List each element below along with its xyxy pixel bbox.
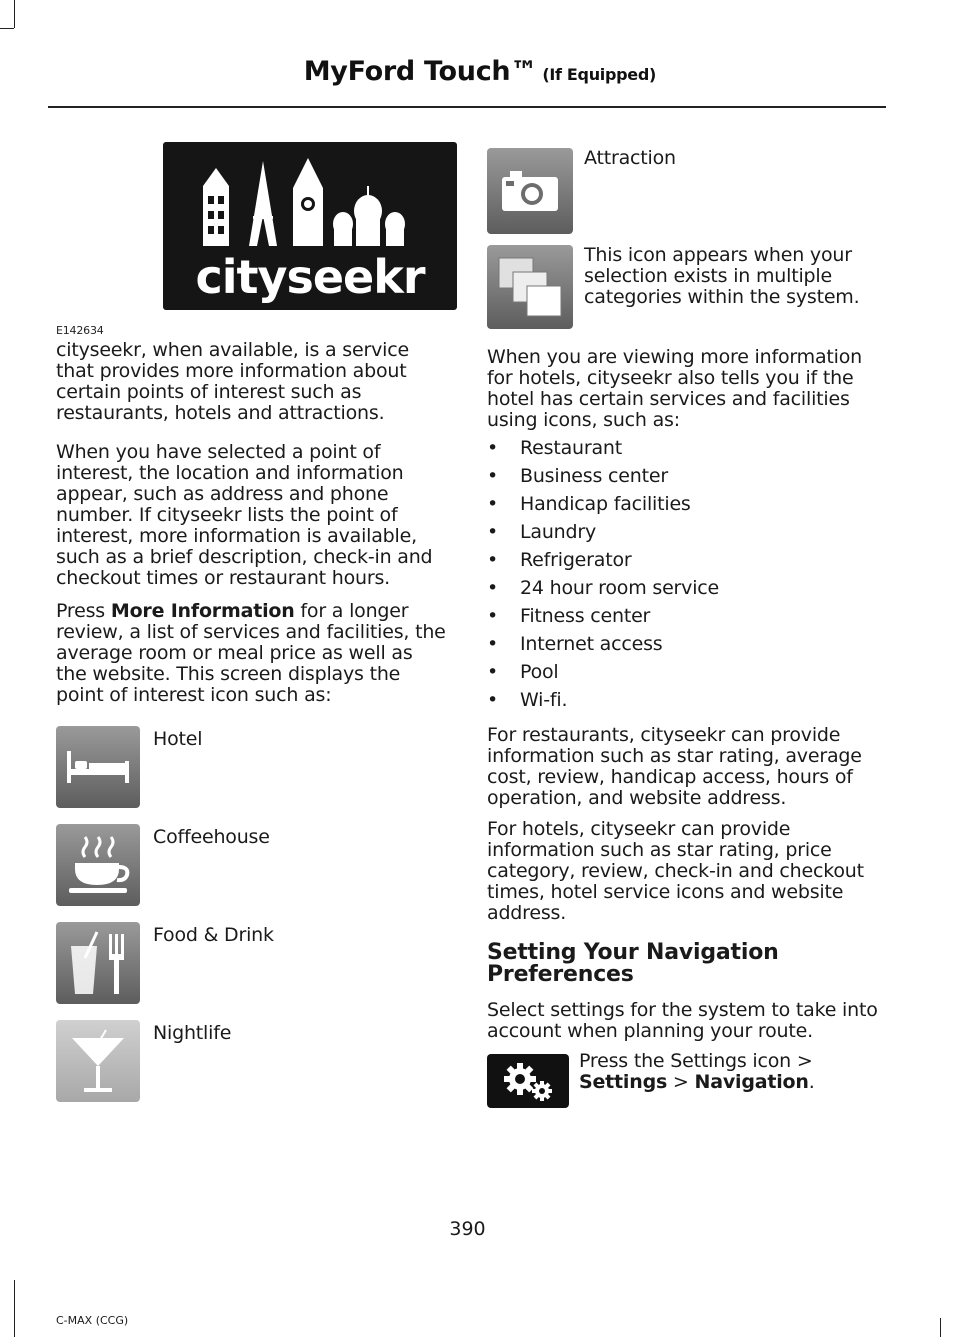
left-column <box>56 142 448 1102</box>
paragraph: When you have selected a point of interest, the location and information appear, such as address and phone number. If cityseekr lists the point of interest, more information is available, such as a brief description, check-in and checkout times or restaurant hours. <box>56 441 433 589</box>
list-item: • Handicap facilities <box>487 494 882 515</box>
section-heading: Setting Your Navigation Preferences <box>487 940 779 987</box>
settings-gears-icon <box>487 1054 569 1108</box>
logo-text: cityseekr <box>195 250 425 304</box>
list-item: • Wi-fi. <box>487 690 882 711</box>
list-item: • Refrigerator <box>487 550 882 571</box>
icon-label: Food & Drink <box>153 924 274 946</box>
icon-label: Nightlife <box>153 1022 232 1044</box>
more-information-label: More Information <box>110 600 295 622</box>
page-header <box>48 56 886 87</box>
header-title: MyFord Touch™ <box>303 56 538 87</box>
camera-icon <box>487 148 573 234</box>
cocktail-icon <box>56 1020 140 1102</box>
model-code: C-MAX (CCG) <box>56 1314 129 1327</box>
crop-mark <box>14 0 15 28</box>
poi-icon-row <box>56 1020 448 1102</box>
header-subtitle: (If Equipped) <box>537 65 656 84</box>
crop-mark <box>0 28 14 29</box>
cityseekr-logo <box>163 142 457 310</box>
paragraph: For hotels, cityseekr can provide information such as star rating, price category, review, check-in and checkout times, hotel service icons and website address. <box>487 818 864 924</box>
header-rule <box>48 106 886 108</box>
facilities-list <box>487 438 882 711</box>
paragraph: cityseekr, when available, is a service that provides more information about certain points of interest such as restaurants, hotels and attractions. <box>56 339 409 424</box>
list-item: • Laundry <box>487 522 882 543</box>
image-code: E142634 <box>56 324 104 337</box>
list-item: • Pool <box>487 662 882 683</box>
page-number: 390 <box>449 1218 486 1240</box>
settings-row <box>487 1050 882 1108</box>
icon-label: Coffeehouse <box>153 826 270 848</box>
crop-mark <box>940 1318 941 1337</box>
settings-label: Settings <box>579 1071 668 1093</box>
poi-icon-row <box>487 148 882 234</box>
bed-icon <box>56 726 140 808</box>
multiple-categories-icon <box>487 245 573 329</box>
paragraph: Press More Information for a longer review, a list of services and facilities, the average room or meal price as well as the website. This screen displays the point of interest icon such as: <box>56 600 446 706</box>
paragraph: Select settings for the system to take into account when planning your route. <box>487 999 878 1042</box>
list-item: • Business center <box>487 466 882 487</box>
glass-fork-icon <box>56 922 140 1004</box>
poi-icon-row <box>56 726 448 808</box>
icon-label: Hotel <box>153 728 203 750</box>
list-item: • Restaurant <box>487 438 882 459</box>
icon-label: Attraction <box>584 147 676 169</box>
paragraph: When you are viewing more information for hotels, cityseekr also tells you if the hotel has certain services and facilities using icons, such as: <box>487 346 863 431</box>
right-column <box>487 142 882 1108</box>
poi-icon-row <box>56 922 448 1004</box>
crop-mark <box>14 1280 15 1337</box>
list-item: • Internet access <box>487 634 882 655</box>
skyline-icon <box>193 156 427 256</box>
poi-icon-row <box>56 824 448 906</box>
coffee-cup-icon <box>56 824 140 906</box>
poi-icon-row <box>487 245 882 329</box>
paragraph: For restaurants, cityseekr can provide information such as star rating, average cost, review, handicap access, hours of operation, and website address. <box>487 724 862 809</box>
icon-label: This icon appears when your selection exists in multiple categories within the system. <box>584 244 860 308</box>
navigation-label: Navigation <box>694 1071 809 1093</box>
list-item: • 24 hour room service <box>487 578 882 599</box>
settings-instruction: Press the Settings icon > Settings > Navigation. <box>579 1050 815 1093</box>
list-item: • Fitness center <box>487 606 882 627</box>
